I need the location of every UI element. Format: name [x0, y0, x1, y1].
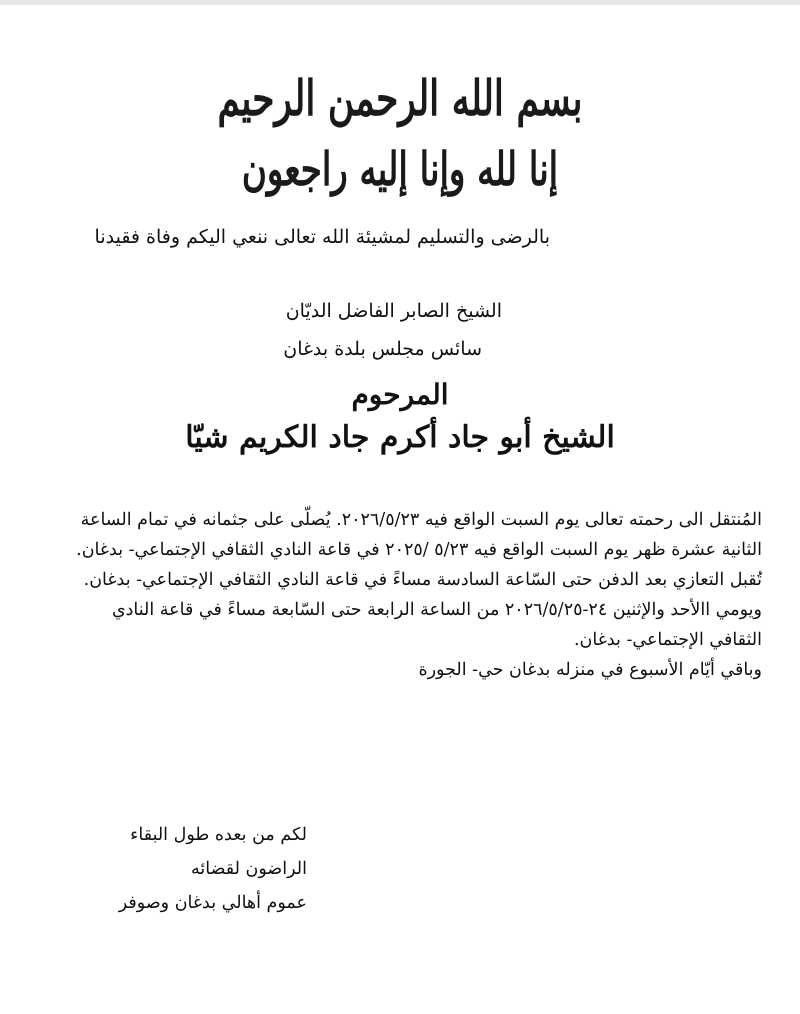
closing-signature: [119, 818, 307, 920]
basmala-calligraphy: [0, 70, 800, 128]
top-edge-bar: [0, 0, 800, 5]
title-line-1: الشيخ الصابر الفاضل الديّان: [285, 300, 502, 322]
remaining-days-paragraph: وباقي أيّام الأسبوع في منزله بدغان حي- الجورة: [418, 660, 762, 680]
inna-lillah-calligraphy: [0, 143, 800, 197]
title-line-2: سائس مجلس بلدة بدغان: [283, 338, 482, 360]
deceased-label: المرحوم: [351, 378, 449, 411]
announcement-body: [62, 505, 762, 685]
inna-lillah-text: إنا لله وإنا إليه راجعون: [241, 143, 559, 197]
intro-line: بالرضى والتسليم لمشيئة الله تعالى ننعي اليكم وفاة فقيدنا: [94, 226, 550, 248]
closing-line-2: الراضون لقضائه: [191, 859, 307, 879]
condolence-days-paragraph: ويومي االأحد والإثنين ٢٤-٢٠٢٦/٥/٢٥ من الساعة الرابعة حتى السّابعة مساءً في قاعة النادي الثقافي الإجتماعي- بدغان.: [111, 600, 762, 650]
funeral-paragraph: المُنتقل الى رحمته تعالى يوم السبت الواقع فيه ٢٠٢٦/٥/٢٣. يُصلّى على جثمانه في تمام الساعة الثانية عشرة ظهر يوم السبت الواقع فيه ٥/٢٣ /٢٠٢٥ في قاعة النادي الثقافي الإجتماعي- بدغان.: [76, 510, 762, 560]
condolences-paragraph: تُقبل التعازي بعد الدفن حتى السّاعة السادسة مساءً في قاعة النادي الثقافي الإجتماعي- بدغان.: [83, 570, 762, 590]
closing-line-1: لكم من بعده طول البقاء: [130, 825, 307, 845]
basmala-text: بسم الله الرحمن الرحيم: [217, 70, 583, 128]
closing-line-3: عموم أهالي بدغان وصوفر: [118, 893, 307, 913]
deceased-name: الشيخ أبو جاد أكرم جاد الكريم شيّا: [185, 420, 615, 455]
